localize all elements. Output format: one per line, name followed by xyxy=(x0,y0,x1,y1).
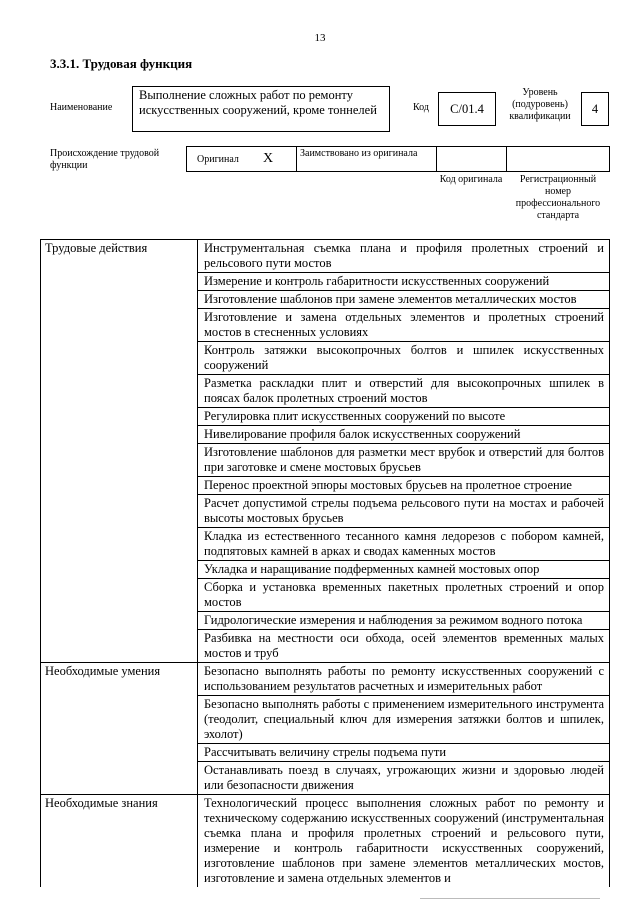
borrowed-label: Заимствовано из оригинала xyxy=(300,148,418,159)
reg-number-caption: Регистрационный номер профессионального стандарта xyxy=(515,174,601,221)
original-label: Оригинал xyxy=(197,154,239,165)
origin-row xyxy=(186,146,610,172)
list-item: Кладка из естественного тесанного камня ледорезов с побором камней, подпятовых камней в арках и сводах каменных мостов xyxy=(198,528,609,561)
list-item: Регулировка плит искусственных сооружений по высоте xyxy=(198,408,609,426)
original-mark: Х xyxy=(263,151,274,166)
list-item: Гидрологические измерения и наблюдения за режимом водного потока xyxy=(198,612,609,630)
list-item: Укладка и наращивание подферменных камней мостовых опор xyxy=(198,561,609,579)
list-item: Изготовление шаблонов при замене элементов металлических мостов xyxy=(198,291,609,309)
skills-list xyxy=(198,663,609,794)
function-code: С/01.4 xyxy=(438,92,496,126)
list-item: Рассчитывать величину стрелы подъема пути xyxy=(198,744,609,762)
list-item: Измерение и контроль габаритности искусственных сооружений xyxy=(198,273,609,291)
code-original-caption: Код оригинала xyxy=(439,174,503,185)
list-item: Разбивка на местности оси обхода, осей элементов временных малых мостов и труб xyxy=(204,631,604,660)
table-row xyxy=(41,663,610,795)
qualification-level: 4 xyxy=(581,92,609,126)
name-label: Наименование xyxy=(50,102,113,113)
list-item: Сборка и установка временных пакетных пролетных строений и опор мостов xyxy=(198,579,609,612)
list-item: Останавливать поезд в случаях, угрожающих жизни и здоровью людей или безопасности движения xyxy=(204,763,604,792)
origin-borrowed-cell xyxy=(296,146,436,172)
list-item: Безопасно выполнять работы с применением измерительного инструмента (теодолит, специальный ключ для измерения затяжки болтов и шпилек, эхолот) xyxy=(198,696,609,744)
code-label: Код xyxy=(413,102,429,113)
list-item: Разметка раскладки плит и отверстий для высокопрочных шпилек в поясах балок пролетных строений мостов xyxy=(198,375,609,408)
origin-label: Происхождение трудовой функции xyxy=(50,148,160,171)
section-label-actions: Трудовые действия xyxy=(41,240,198,663)
table-row xyxy=(41,240,610,663)
list-item: Контроль затяжки высокопрочных болтов и шпилек искусственных сооружений xyxy=(198,342,609,375)
table-row xyxy=(41,795,610,888)
list-item: Перенос проектной эпюры мостовых брусьев на пролетное строение xyxy=(198,477,609,495)
knowledge-list xyxy=(198,795,609,887)
page-number: 13 xyxy=(314,32,326,44)
level-label: Уровень (подуровень) квалификации xyxy=(509,87,571,122)
list-item: Нивелирование профиля балок искусственных сооружений xyxy=(198,426,609,444)
list-item: Инструментальная съемка плана и профиля пролетных строений и рельсового пути мостов xyxy=(198,240,609,273)
list-item: Изготовление и замена отдельных элементов и пролетных строений мостов в стесненных условиях xyxy=(198,309,609,342)
list-item: Расчет допустимой стрелы подъема рельсового пути на мостах и рабочей высоты мостовых брусьев xyxy=(198,495,609,528)
actions-list xyxy=(198,240,609,662)
labor-function-table xyxy=(40,239,610,887)
function-name: Выполнение сложных работ по ремонту искусственных сооружений, кроме тоннелей xyxy=(132,86,390,132)
section-label-knowledge: Необходимые знания xyxy=(41,795,198,888)
section-title: 3.3.1. Трудовая функция xyxy=(50,56,193,71)
origin-code-cell xyxy=(436,146,506,172)
list-item: Безопасно выполнять работы по ремонту искусственных сооружений с использованием результатов расчетных и измерительных работ xyxy=(198,663,609,696)
list-item: Изготовление шаблонов для разметки мест врубок и отверстий для болтов при заготовке и смене мостовых брусьев xyxy=(198,444,609,477)
list-item: Технологический процесс выполнения сложных работ по ремонту и техническому содержанию искусственных сооружений (инструментальная съемка плана и профиля пролетных строений и рельсового пути, измерение и контроль габаритности искусственных сооружений, изготовление шаблонов при замене элементов металлических мостов, изготовление и замена отдельных элементов и xyxy=(204,796,604,885)
section-label-skills: Необходимые умения xyxy=(41,663,198,795)
scan-artifact xyxy=(420,898,600,899)
origin-reg-cell xyxy=(506,146,610,172)
origin-original-cell xyxy=(186,146,296,172)
